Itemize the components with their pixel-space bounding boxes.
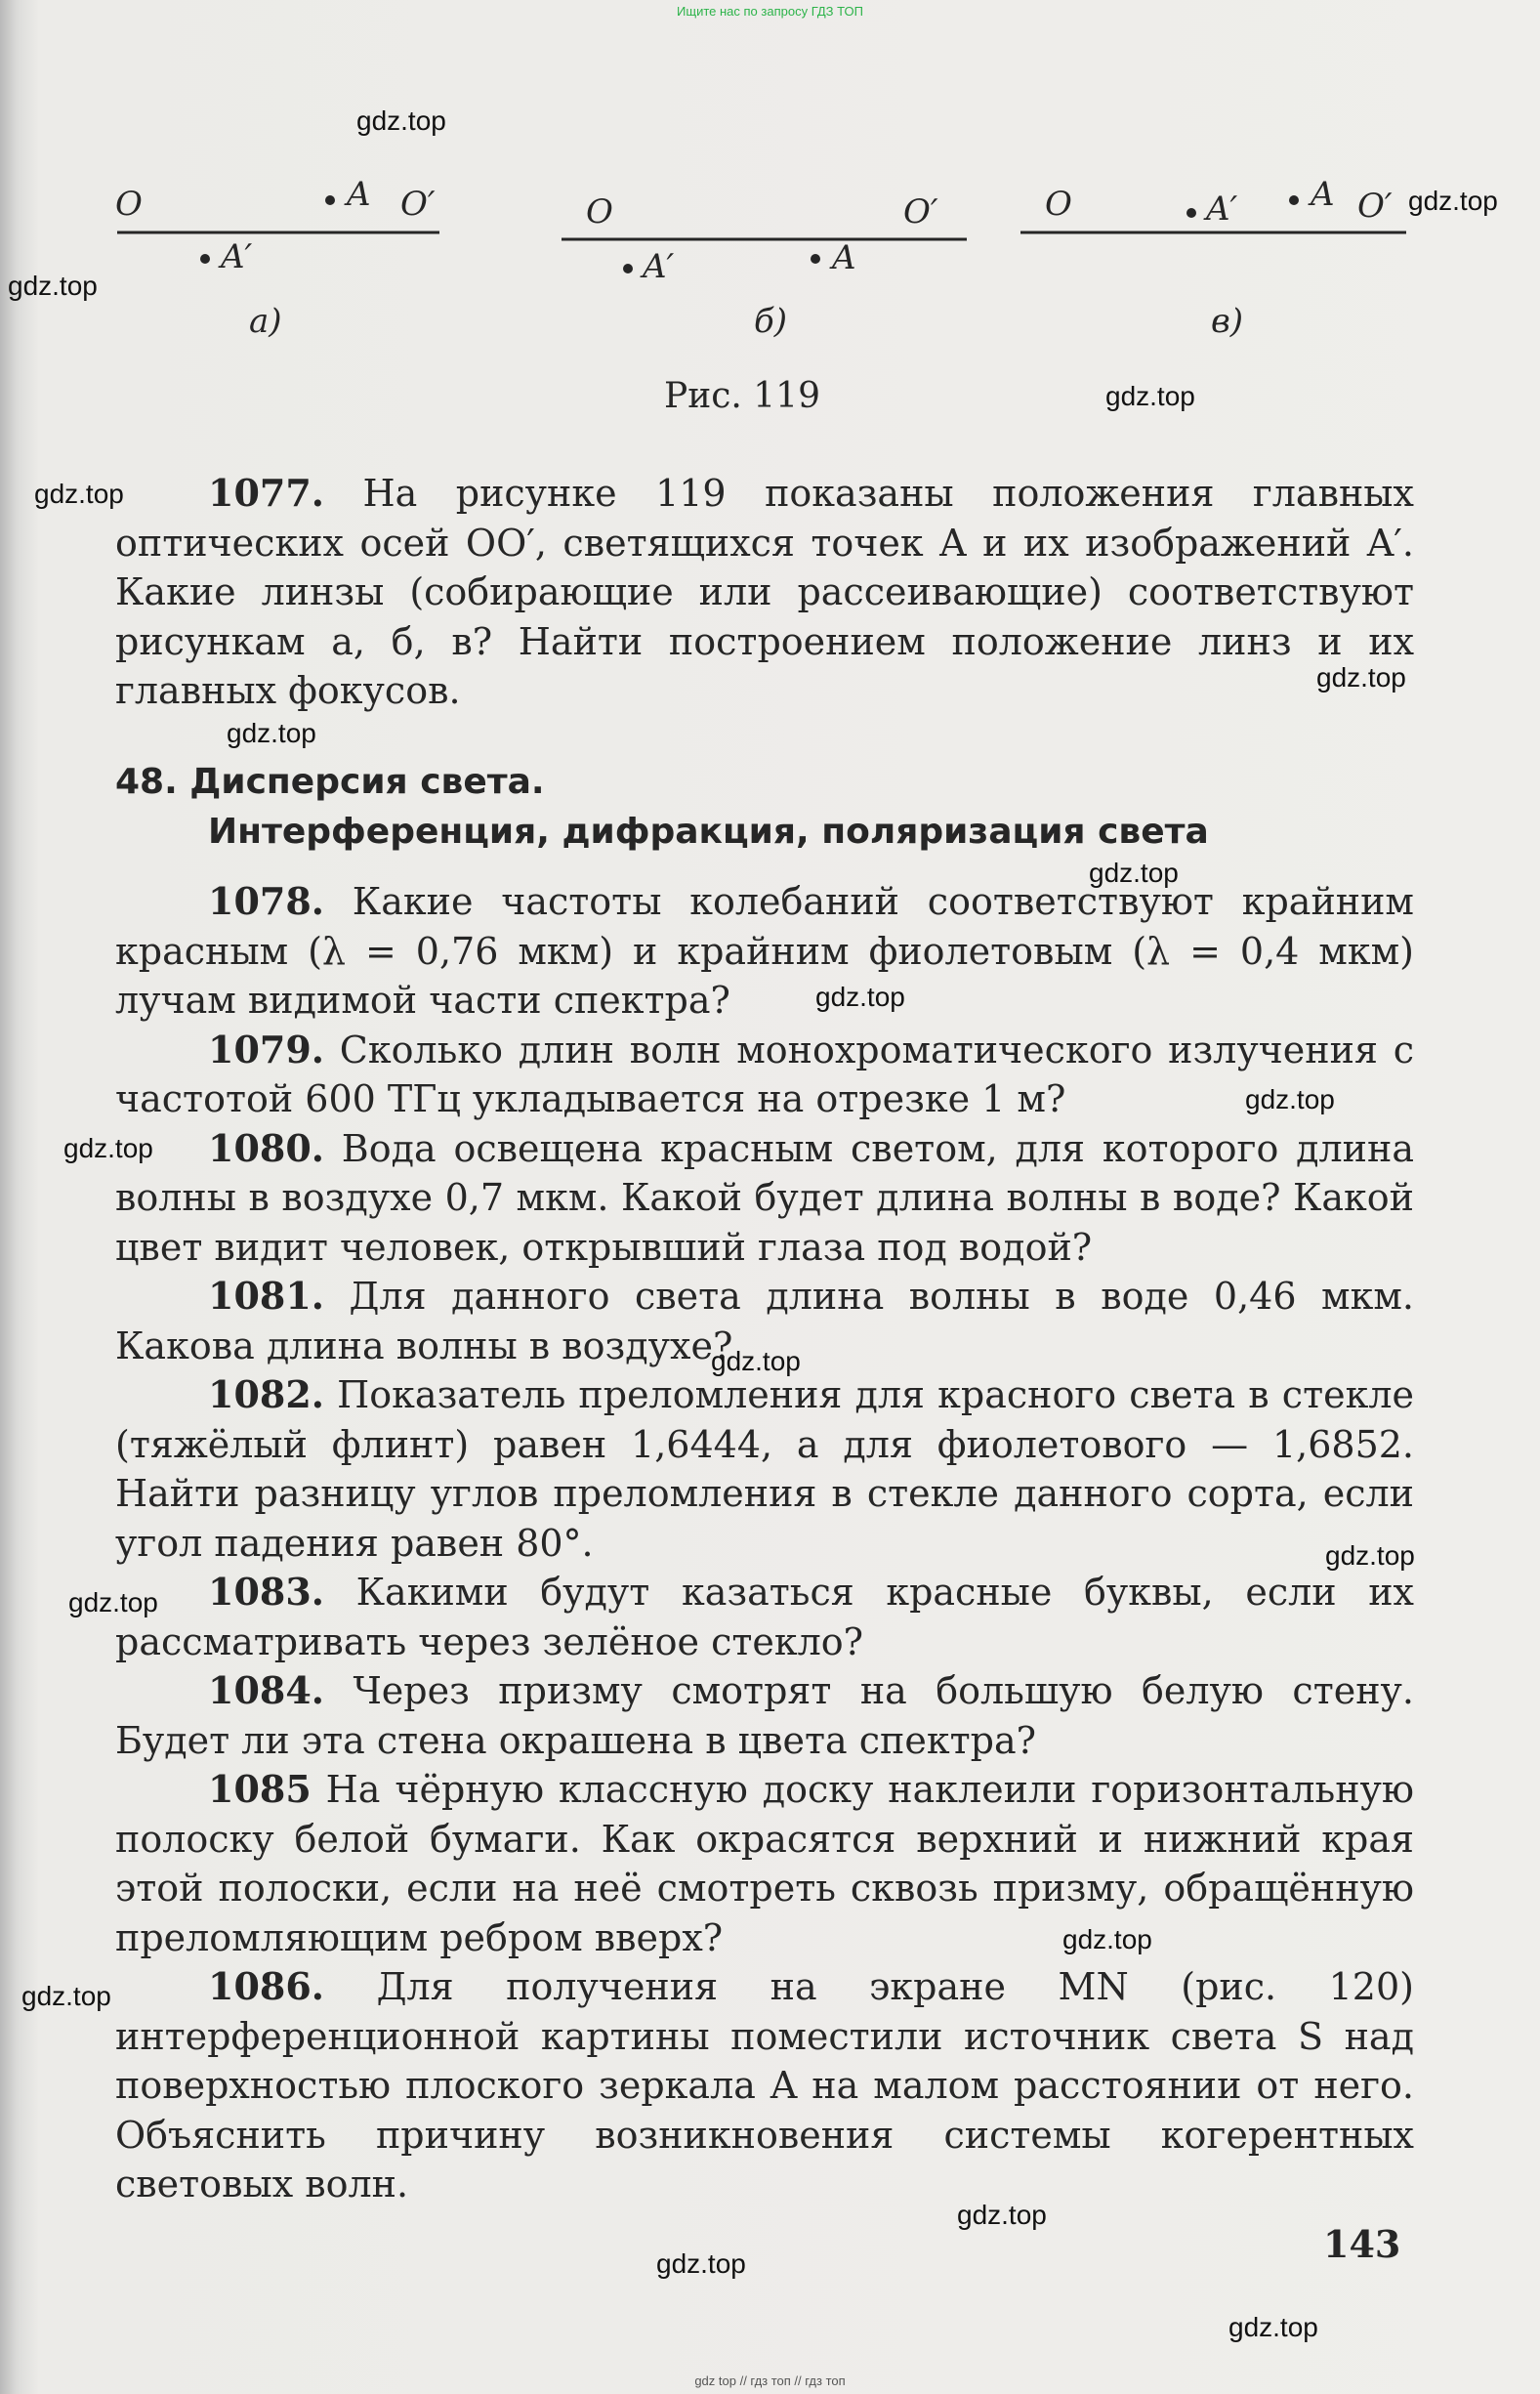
problem-text: На рисунке 119 показаны положения главных оптических осей OO′, светящихся точек A и их изображений A′. Какие линзы (собирающие или рассеивающие) соответствуют рисункам а, б, в? Найти построением положение линз и их главных фокусов. [115, 472, 1414, 712]
problem-number: 1086. [208, 1964, 324, 2008]
watermark: gdz.top [63, 1133, 153, 1163]
label-o-a: O [115, 185, 143, 224]
watermark: gdz.top [227, 718, 316, 748]
label-a-prime-c: A′ [1206, 189, 1238, 229]
label-o-prime-b: O′ [903, 192, 938, 231]
label-a-prime-a: A′ [221, 237, 253, 276]
section-title-line-2: Интерференция, дифракция, поляризация света [208, 812, 1209, 852]
point-a-prime-b [623, 264, 633, 273]
label-a-prime-b: A′ [643, 247, 675, 286]
problem-block-1077 [115, 469, 1414, 716]
problem-number: 1082. [208, 1372, 324, 1416]
watermark: gdz.top [1325, 1540, 1415, 1571]
watermark: gdz.top [68, 1587, 158, 1617]
point-a-a [325, 195, 335, 205]
watermark: gdz.top [1105, 381, 1195, 411]
section-title-line-1: 48. Дисперсия света. [115, 762, 545, 802]
problem-number: 1084. [208, 1668, 324, 1712]
problem-1082 [115, 1370, 1414, 1568]
problem-text: Какие частоты колебаний соответствуют крайним красным (λ = 0,76 мкм) и крайним фиолетовым (λ = 0,4 мкм) лучам видимой части спектра? [115, 880, 1414, 1022]
problem-number: 1079. [208, 1027, 324, 1071]
label-a-b: A [832, 238, 856, 277]
point-a-c [1289, 195, 1299, 205]
problem-text: Показатель преломления для красного света в стекле (тяжёлый флинт) равен 1,6444, а для фиолетового — 1,6852. Найти разницу углов преломления в стекле данного сорта, если угол падения равен 80°. [115, 1373, 1414, 1565]
point-a-prime-c [1186, 208, 1196, 218]
top-note: Ищите нас по запросу ГДЗ ТОП [677, 4, 863, 19]
watermark: gdz.top [957, 2200, 1047, 2230]
sublabel-c: в) [1211, 302, 1244, 341]
problem-1084 [115, 1666, 1414, 1765]
watermark: gdz.top [356, 105, 446, 136]
problem-number: 1077. [208, 471, 324, 515]
problem-text: Для данного света длина волны в воде 0,46 мкм. Какова длина волны в воздухе? [115, 1275, 1414, 1367]
watermark: gdz.top [1089, 858, 1179, 888]
problem-number: 1083. [208, 1570, 324, 1614]
watermark: gdz.top [34, 479, 124, 509]
problem-number: 1078. [208, 879, 324, 923]
figure-caption: Рис. 119 [664, 376, 820, 416]
figure-119-diagram [107, 147, 1406, 381]
watermark: gdz.top [1245, 1084, 1335, 1114]
sublabel-b: б) [754, 302, 788, 341]
label-o-b: O [586, 192, 613, 231]
label-a-a: A [347, 175, 371, 214]
watermark: gdz.top [21, 1981, 111, 2011]
problem-number: 1085 [208, 1767, 312, 1811]
problem-1079 [115, 1026, 1414, 1124]
label-o-prime-c: O′ [1357, 187, 1393, 226]
watermark: gdz.top [1408, 186, 1498, 216]
figure-part-a [115, 175, 439, 341]
label-o-c: O [1045, 185, 1072, 224]
watermark: gdz.top [1062, 1924, 1152, 1954]
problem-number: 1080. [208, 1125, 324, 1170]
figure-part-b [562, 192, 967, 341]
point-a-b [811, 254, 820, 264]
problem-1083 [115, 1568, 1414, 1666]
watermark: gdz.top [1316, 662, 1406, 693]
label-a-c: A [1311, 175, 1335, 214]
sublabel-a: а) [249, 302, 282, 341]
problem-text: Через призму смотрят на большую белую стену. Будет ли эта стена окрашена в цвета спектра? [115, 1669, 1414, 1762]
section-heading [115, 757, 1424, 857]
watermark: gdz.top [1228, 2312, 1318, 2342]
problems-list [115, 877, 1414, 2209]
bottom-note: gdz top // гдз топ // гдз топ [694, 2373, 846, 2388]
figure-part-c [1020, 175, 1406, 341]
label-o-prime-a: O′ [400, 185, 436, 224]
watermark: gdz.top [656, 2248, 746, 2279]
problem-number: 1081. [208, 1274, 324, 1318]
problem-1086 [115, 1962, 1414, 2209]
problem-1078 [115, 877, 1414, 1026]
watermark: gdz.top [815, 982, 905, 1012]
problem-1077 [115, 469, 1414, 716]
problem-text: Сколько длин волн монохроматического излучения с частотой 600 ТГц укладывается на отрезке 1 м? [115, 1028, 1414, 1120]
problem-text: Какими будут казаться красные буквы, если их рассматривать через зелёное стекло? [115, 1571, 1414, 1663]
point-a-prime-a [200, 254, 210, 264]
problem-text: На чёрную классную доску наклеили горизонтальную полоску белой бумаги. Как окрасятся верхний и нижний края этой полоски, если на неё смотреть сквозь призму, обращённую преломляющим ребром вверх? [115, 1768, 1414, 1959]
watermark: gdz.top [711, 1346, 801, 1376]
page-number: 143 [1323, 2222, 1401, 2266]
problem-text: Для получения на экране MN (рис. 120) интерференционной картины поместили источник света S над поверхностью плоского зеркала A на малом расстоянии от него. Объяснить причину возникновения системы когерентных световых волн. [115, 1965, 1414, 2205]
watermark: gdz.top [8, 271, 98, 301]
problem-1085 [115, 1765, 1414, 1962]
problem-1080 [115, 1124, 1414, 1273]
problem-text: Вода освещена красным светом, для которого длина волны в воздухе 0,7 мкм. Какой будет длина волны в воде? Какой цвет видит человек, открывший глаза под водой? [115, 1126, 1414, 1269]
